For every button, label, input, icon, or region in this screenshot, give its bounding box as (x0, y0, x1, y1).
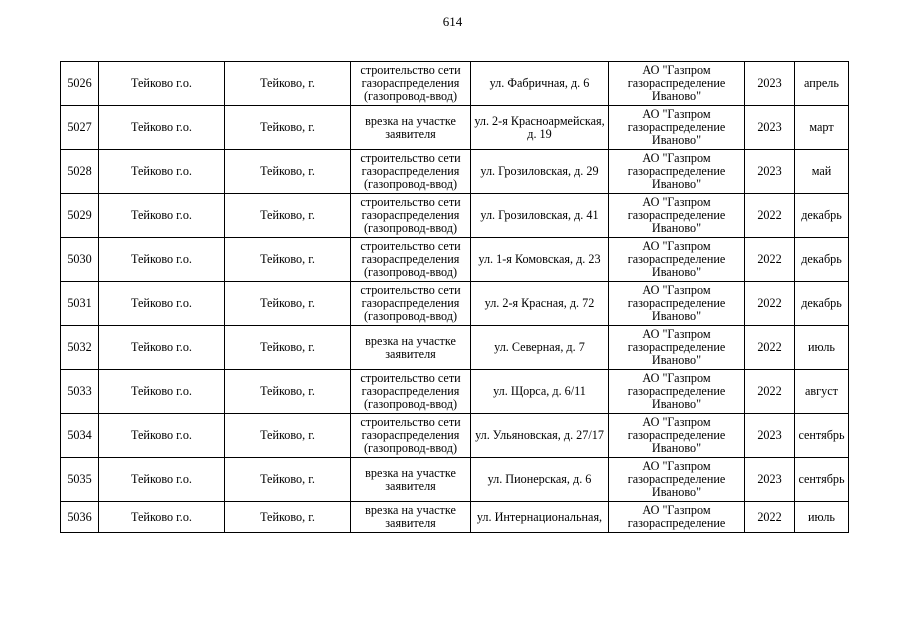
row-number: 5030 (61, 238, 99, 282)
locality-cell: Тейково, г. (225, 238, 351, 282)
organization-cell-text: АО "Газпром газораспределение (627, 504, 726, 530)
year-cell: 2022 (745, 370, 795, 414)
year-cell: 2022 (745, 238, 795, 282)
locality-cell: Тейково, г. (225, 194, 351, 238)
table-row (61, 194, 849, 238)
row-number: 5029 (61, 194, 99, 238)
work-type-cell (351, 502, 471, 533)
organization-cell: АО "Газпром газораспределение Иваново" (609, 62, 745, 106)
municipality-cell: Тейково г.о. (99, 326, 225, 370)
month-cell: март (795, 106, 849, 150)
row-number: 5034 (61, 414, 99, 458)
table-row (61, 458, 849, 502)
work-type-cell: строительство сети газораспределения (газопровод-ввод) (351, 414, 471, 458)
row-number: 5031 (61, 282, 99, 326)
organization-cell: АО "Газпром газораспределение Иваново" (609, 238, 745, 282)
month-cell: август (795, 370, 849, 414)
month-cell: апрель (795, 62, 849, 106)
address-cell: ул. Ульяновская, д. 27/17 (471, 414, 609, 458)
row-number-text: 5036 (67, 510, 92, 524)
year-cell: 2023 (745, 62, 795, 106)
locality-cell: Тейково, г. (225, 326, 351, 370)
address-cell: ул. Грозиловская, д. 41 (471, 194, 609, 238)
locality-cell: Тейково, г. (225, 370, 351, 414)
work-type-cell: врезка на участке заявителя (351, 458, 471, 502)
municipality-cell: Тейково г.о. (99, 150, 225, 194)
address-cell: ул. Северная, д. 7 (471, 326, 609, 370)
organization-cell: АО "Газпром газораспределение Иваново" (609, 326, 745, 370)
organization-cell: АО "Газпром газораспределение Иваново" (609, 106, 745, 150)
table-row (61, 238, 849, 282)
locality-cell: Тейково, г. (225, 150, 351, 194)
year-cell-text: 2022 (757, 510, 782, 524)
row-number: 5033 (61, 370, 99, 414)
address-cell: ул. 2-я Красная, д. 72 (471, 282, 609, 326)
municipality-cell: Тейково г.о. (99, 414, 225, 458)
month-cell (795, 502, 849, 533)
work-type-cell: врезка на участке заявителя (351, 326, 471, 370)
organization-cell: АО "Газпром газораспределение Иваново" (609, 370, 745, 414)
locality-cell (225, 502, 351, 533)
month-cell: декабрь (795, 194, 849, 238)
municipality-cell-text: Тейково г.о. (131, 510, 192, 524)
address-cell-text: ул. Интернациональная, (476, 510, 603, 524)
work-type-cell: строительство сети газораспределения (газопровод-ввод) (351, 150, 471, 194)
row-number: 5027 (61, 106, 99, 150)
work-type-cell: строительство сети газораспределения (газопровод-ввод) (351, 282, 471, 326)
year-cell: 2023 (745, 414, 795, 458)
row-number: 5028 (61, 150, 99, 194)
table-row (61, 326, 849, 370)
month-cell-text: июль (808, 510, 835, 524)
work-type-cell: строительство сети газораспределения (газопровод-ввод) (351, 370, 471, 414)
organization-cell: АО "Газпром газораспределение Иваново" (609, 150, 745, 194)
address-cell: ул. Щорса, д. 6/11 (471, 370, 609, 414)
organization-cell (609, 502, 745, 533)
table-row (61, 150, 849, 194)
municipality-cell: Тейково г.о. (99, 106, 225, 150)
address-cell: ул. 2-я Красноармейская, д. 19 (471, 106, 609, 150)
work-type-cell: строительство сети газораспределения (газопровод-ввод) (351, 238, 471, 282)
row-number (61, 502, 99, 533)
table-row (61, 502, 849, 533)
row-number: 5032 (61, 326, 99, 370)
table-row (61, 414, 849, 458)
month-cell: июль (795, 326, 849, 370)
municipality-cell: Тейково г.о. (99, 62, 225, 106)
year-cell: 2022 (745, 194, 795, 238)
locality-cell: Тейково, г. (225, 106, 351, 150)
gas-connection-table (60, 61, 849, 533)
row-number: 5026 (61, 62, 99, 106)
municipality-cell: Тейково г.о. (99, 458, 225, 502)
locality-cell: Тейково, г. (225, 282, 351, 326)
work-type-cell-text: врезка на участке заявителя (365, 504, 456, 530)
address-cell: ул. Пионерская, д. 6 (471, 458, 609, 502)
locality-cell: Тейково, г. (225, 458, 351, 502)
municipality-cell: Тейково г.о. (99, 282, 225, 326)
month-cell: декабрь (795, 282, 849, 326)
year-cell: 2022 (745, 282, 795, 326)
row-number: 5035 (61, 458, 99, 502)
municipality-cell: Тейково г.о. (99, 194, 225, 238)
month-cell: май (795, 150, 849, 194)
organization-cell: АО "Газпром газораспределение Иваново" (609, 282, 745, 326)
table-row (61, 62, 849, 106)
locality-cell-text: Тейково, г. (260, 510, 315, 524)
month-cell: сентябрь (795, 458, 849, 502)
year-cell (745, 502, 795, 533)
address-cell: ул. Фабричная, д. 6 (471, 62, 609, 106)
organization-cell: АО "Газпром газораспределение Иваново" (609, 194, 745, 238)
table-row (61, 106, 849, 150)
address-cell: ул. Грозиловская, д. 29 (471, 150, 609, 194)
month-cell: сентябрь (795, 414, 849, 458)
year-cell: 2023 (745, 458, 795, 502)
year-cell: 2023 (745, 150, 795, 194)
work-type-cell: врезка на участке заявителя (351, 106, 471, 150)
municipality-cell (99, 502, 225, 533)
address-cell: ул. 1-я Комовская, д. 23 (471, 238, 609, 282)
table-row (61, 370, 849, 414)
year-cell: 2023 (745, 106, 795, 150)
table-row (61, 282, 849, 326)
year-cell: 2022 (745, 326, 795, 370)
page-number: 614 (442, 14, 463, 29)
locality-cell: Тейково, г. (225, 414, 351, 458)
address-cell (471, 502, 609, 533)
organization-cell: АО "Газпром газораспределение Иваново" (609, 458, 745, 502)
municipality-cell: Тейково г.о. (99, 238, 225, 282)
work-type-cell: строительство сети газораспределения (газопровод-ввод) (351, 194, 471, 238)
locality-cell: Тейково, г. (225, 62, 351, 106)
municipality-cell: Тейково г.о. (99, 370, 225, 414)
month-cell: декабрь (795, 238, 849, 282)
organization-cell: АО "Газпром газораспределение Иваново" (609, 414, 745, 458)
work-type-cell: строительство сети газораспределения (газопровод-ввод) (351, 62, 471, 106)
table-body (61, 62, 849, 533)
